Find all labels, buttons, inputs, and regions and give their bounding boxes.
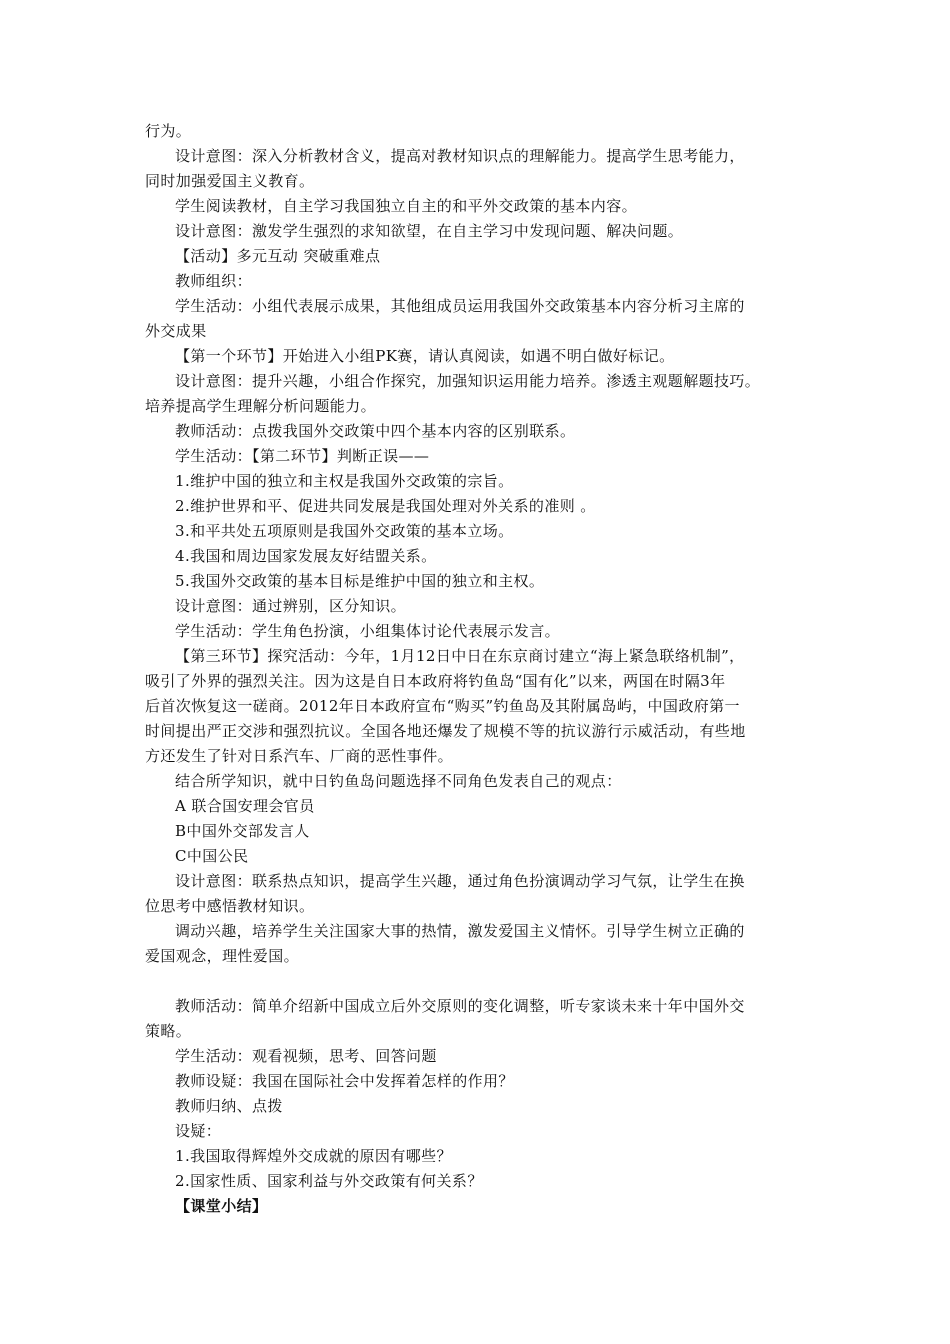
paragraph-line: 调动兴趣，培养学生关注国家大事的热情，激发爱国主义情怀。引导学生树立正确的 (175, 922, 745, 940)
list-item: C中国公民 (175, 847, 249, 865)
paragraph-line: 位思考中感悟教材知识。 (145, 897, 315, 915)
paragraph-line: 时间提出严正交涉和强烈抗议。全国各地还爆发了规模不等的抗议游行示威活动，有些地 (145, 722, 746, 740)
list-item: 3.和平共处五项原则是我国外交政策的基本立场。 (175, 522, 514, 540)
list-item: 1.我国取得辉煌外交成就的原因有哪些？ (175, 1147, 452, 1165)
paragraph-line: 设计意图：提升兴趣，小组合作探究，加强知识运用能力培养。渗透主观题解题技巧。 (175, 372, 761, 390)
document-page (145, 119, 810, 1219)
paragraph-line: 爱国观念，理性爱国。 (145, 947, 300, 965)
paragraph-line: 设计意图：激发学生强烈的求知欲望，在自主学习中发现问题、解决问题。 (175, 222, 684, 240)
paragraph-line: 吸引了外界的强烈关注。因为这是自日本政府将钓鱼岛“国有化”以来，两国在时隔3年 (145, 672, 726, 690)
list-item: B中国外交部发言人 (175, 822, 310, 840)
paragraph-line: 【第三环节】探究活动：今年，1月12日中日在东京商讨建立“海上紧急联络机制”， (175, 647, 745, 665)
paragraph-line: 学生活动：学生角色扮演，小组集体讨论代表展示发言。 (175, 622, 561, 640)
paragraph-line: 学生活动：【第二环节】判断正误—— (175, 447, 430, 465)
paragraph-line: 方还发生了针对日系汽车、厂商的恶性事件。 (145, 747, 454, 765)
paragraph-line: 设计意图：联系热点知识，提高学生兴趣，通过角色扮演调动学习气氛，让学生在换 (175, 872, 745, 890)
blank-line (145, 969, 810, 994)
paragraph-line: 教师设疑：我国在国际社会中发挥着怎样的作用？ (175, 1072, 514, 1090)
paragraph-line: 外交成果 (145, 322, 207, 340)
list-item: 4.我国和周边国家发展友好结盟关系。 (175, 547, 437, 565)
section-heading-summary: 【课堂小结】 (175, 1197, 268, 1215)
paragraph-line: 策略。 (145, 1022, 192, 1040)
list-item: A 联合国安理会官员 (175, 797, 315, 815)
list-item: 5.我国外交政策的基本目标是维护中国的独立和主权。 (175, 572, 545, 590)
paragraph-line: 设计意图：通过辨别，区分知识。 (175, 597, 407, 615)
paragraph-line: 培养提高学生理解分析问题能力。 (145, 397, 377, 415)
paragraph-line: 学生阅读教材，自主学习我国独立自主的和平外交政策的基本内容。 (175, 197, 638, 215)
paragraph-line: 设计意图：深入分析教材含义，提高对教材知识点的理解能力。提高学生思考能力， (175, 147, 745, 165)
paragraph-line: 后首次恢复这一磋商。2012年日本政府宣布“购买”钓鱼岛及其附属岛屿，中国政府第一 (145, 697, 740, 715)
paragraph-line: 学生活动：小组代表展示成果，其他组成员运用我国外交政策基本内容分析习主席的 (175, 297, 745, 315)
paragraph-line: 学生活动：观看视频，思考、回答问题 (175, 1047, 437, 1065)
list-item: 2.国家性质、国家利益与外交政策有何关系？ (175, 1172, 483, 1190)
paragraph-line: 行为。 (145, 122, 192, 140)
paragraph-line: 教师活动：点拨我国外交政策中四个基本内容的区别联系。 (175, 422, 576, 440)
paragraph-line: 设疑： (175, 1122, 222, 1140)
paragraph-line: 教师组织： (175, 272, 253, 290)
paragraph-line: 【第一个环节】开始进入小组PK赛，请认真阅读，如遇不明白做好标记。 (175, 347, 675, 365)
paragraph-line: 结合所学知识，就中日钓鱼岛问题选择不同角色发表自己的观点： (175, 772, 622, 790)
paragraph-line: 教师活动：简单介绍新中国成立后外交原则的变化调整，听专家谈未来十年中国外交 (175, 997, 745, 1015)
section-heading-activity: 【活动】多元互动 突破重难点 (175, 247, 381, 265)
list-item: 1.维护中国的独立和主权是我国外交政策的宗旨。 (175, 472, 514, 490)
list-item: 2.维护世界和平、促进共同发展是我国处理对外关系的准则 。 (175, 497, 596, 515)
paragraph-line: 同时加强爱国主义教育。 (145, 172, 315, 190)
paragraph-line: 教师归纳、点拨 (175, 1097, 283, 1115)
